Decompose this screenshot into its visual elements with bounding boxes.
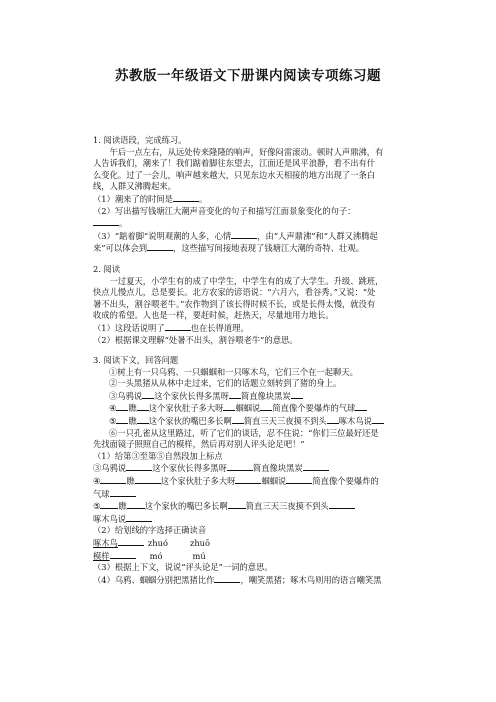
sub-question-text: （1）这段话说明了 — [93, 322, 165, 333]
answer-text: 瞧 — [118, 501, 127, 512]
sub-question: （2）根据课文理解“处暑不出头，割谷喂老牛”的意思。 — [93, 334, 298, 345]
question-1-heading: 1. 阅读语段，完成练习。 — [93, 135, 187, 145]
passage-line: 么变化。过了一会儿，响声越来越大，只见东边水天相接的地方出现了一条白 — [93, 169, 376, 180]
passage-line: 暑不出头，割谷喂老牛。”农作物到了该长得时候不长，或是长得太慢，就没有 — [93, 298, 376, 309]
passage-line: 先找面镜子照照自己的模样，然后再对别人评头论足吧！” — [93, 439, 305, 450]
answer-line — [93, 475, 415, 488]
answer-blank[interactable] — [235, 475, 261, 484]
sub-question-text: （1）潮来了的时间是 — [93, 193, 173, 204]
answer-text: ④ — [93, 476, 101, 487]
sub-question-text: 来”可以体会到 — [93, 243, 148, 254]
answer-text: 瞧 — [126, 476, 135, 487]
answer-blank[interactable] — [214, 574, 240, 583]
passage-line: 一过夏天，小学生有的成了中学生，中学生有的成了大学生。升级、跳班， — [109, 275, 384, 286]
sub-question: （2）写出描写钱塘江大潮声音变化的句子和描写江面景象变化的句子： — [93, 205, 356, 216]
answer-blank[interactable] — [100, 475, 126, 484]
question-3-heading: 3. 阅读下文，回答问题 — [93, 355, 179, 366]
sub-question-text: ，由“人声鼎沸”和“人群又沸腾起 — [257, 230, 378, 241]
passage-text: 瞧 — [128, 403, 137, 414]
passage-line: ②一头黑猪从从林中走过来，它们的话题立刻转到了猪的身上。 — [109, 378, 342, 389]
answer-text: 这个家伙的嘴巴多长啊 — [144, 501, 228, 512]
answer-blank[interactable] — [286, 475, 312, 484]
pinyin-option: mú — [192, 550, 206, 561]
word-text: 啄木鸟 — [93, 538, 118, 548]
question-2-heading: 2. 阅读 — [93, 263, 121, 274]
reading-choice — [93, 550, 415, 563]
worksheet-body — [93, 135, 415, 586]
answer-line — [93, 488, 415, 501]
answer-text: 气球 — [93, 488, 110, 499]
sub-question: （2）给划线的字选择正确读音 — [93, 525, 207, 536]
answer-blank[interactable] — [110, 550, 136, 559]
passage-text: 简直三天三夜摸不到头 — [243, 416, 327, 427]
passage-text: 蝈蝈说 — [235, 403, 261, 414]
answer-blank[interactable] — [116, 415, 128, 424]
answer-blank[interactable] — [100, 500, 118, 509]
sub-question-text: （4）乌鸦、蝈蝈分别把黑猪比作 — [93, 574, 215, 585]
answer-blank[interactable] — [116, 402, 128, 411]
passage-line: 人告诉我们，潮来了！我们踮着脚往东望去，江面还是风平浪静，看不出有什 — [93, 158, 376, 169]
sub-question: （3）根据上下文，说说“评头论足”一词的意思。 — [93, 562, 273, 573]
sub-question-text: ，这些描写间接地表现了钱塘江大潮的奇特、壮观。 — [173, 243, 364, 254]
passage-line: 线，人群又沸腾起来。 — [93, 181, 176, 192]
sub-question — [93, 322, 415, 335]
answer-text: 啄木鸟说 — [93, 513, 127, 524]
answer-line — [93, 462, 415, 475]
answer-text: 这个家伙肚子多大呀 — [160, 476, 236, 487]
passage-text: 这个家伙长得多黑呀 — [154, 390, 229, 401]
passage-text: 瞧 — [128, 416, 137, 427]
pinyin-option: mó — [149, 550, 163, 561]
reading-choice — [93, 537, 415, 550]
answer-text: 蝈蝈说 — [261, 476, 287, 487]
passage-line: ①树上有一只乌鸦、一只蝈蝈和一只啄木鸟，它们三个在一起聊天。 — [109, 366, 358, 377]
answer-text: ③乌鸦说 — [93, 463, 127, 474]
passage-line — [93, 402, 415, 415]
answer-blank[interactable] — [260, 402, 272, 411]
passage-line — [93, 390, 415, 403]
sub-question — [93, 193, 415, 206]
answer-text: 简直像个要爆炸的 — [312, 476, 379, 487]
sub-question: （1）给第③至第⑤自然段加上标点 — [93, 450, 223, 461]
sub-question — [93, 574, 415, 587]
sub-question — [93, 230, 415, 243]
punctuation: 。 — [119, 218, 128, 229]
answer-blank[interactable] — [137, 415, 149, 424]
answer-text: 这个家伙长得多黑呀 — [152, 463, 227, 474]
answer-blank[interactable] — [355, 402, 367, 411]
passage-text: 这个家伙的嘴巴多长啊 — [148, 416, 232, 427]
answer-line — [93, 513, 415, 526]
answer-text: 简直三天三夜摸不到头 — [245, 501, 329, 512]
passage-text: 简直像块黑炭 — [240, 390, 291, 401]
answer-blank[interactable] — [231, 230, 257, 239]
answer-blank[interactable] — [372, 415, 384, 424]
passage-line: ⑥一只孔雀从这里路过，听了它们的谈话，忍不住说：“你们三位最好还是 — [109, 427, 379, 438]
sub-question — [93, 242, 415, 255]
answer-line — [93, 500, 415, 513]
passage-line: 快点儿慢点儿，总是要长。北方农家的谚语说：“六月六，看谷秀。”又说：“处 — [93, 287, 376, 298]
passage-text: 这个家伙肚子多大呀 — [148, 403, 224, 414]
answer-blank[interactable] — [147, 242, 173, 251]
answer-blank[interactable] — [327, 415, 339, 424]
answer-blank[interactable] — [118, 537, 144, 546]
word-text: 模样 — [93, 550, 110, 561]
passage-text: 简直像个要爆炸的气球 — [272, 403, 356, 414]
answer-blank[interactable] — [126, 462, 152, 471]
answer-blank[interactable] — [232, 415, 244, 424]
pinyin-option: zhuō — [189, 538, 211, 548]
sub-question-text: （3）“踮着脚”说明观潮的人多，心情 — [93, 230, 232, 241]
answer-text: 简直像块黑炭 — [252, 463, 303, 474]
passage-line — [93, 415, 415, 428]
answer-blank[interactable] — [142, 390, 154, 399]
passage-text: ④ — [109, 403, 117, 414]
answer-blank[interactable] — [229, 390, 241, 399]
answer-text: ⑤ — [93, 501, 101, 512]
answer-blank[interactable] — [110, 488, 136, 497]
answer-blank[interactable] — [329, 500, 355, 509]
sub-question-text: ，嘲笑黑猪；啄木鸟则用的语言嘲笑黑 — [240, 574, 382, 585]
answer-blank[interactable] — [223, 402, 235, 411]
passage-line: 午后一点左右，从远处传来隆隆的响声，好像闷雷滚动。顿时人声鼎沸，有 — [109, 146, 384, 157]
answer-blank[interactable] — [227, 462, 253, 471]
answer-blank[interactable] — [126, 513, 152, 522]
answer-blank[interactable] — [93, 217, 119, 226]
answer-blank[interactable] — [127, 500, 145, 509]
answer-blank[interactable] — [137, 402, 149, 411]
answer-blank[interactable] — [303, 462, 329, 471]
answer-blank[interactable] — [228, 500, 246, 509]
passage-text: 啄木鸟说 — [338, 416, 372, 427]
passage-line: 收成的希望。人也是一样，要赶时候，赶热天，尽量地用力地长。 — [93, 310, 334, 321]
answer-blank[interactable] — [291, 390, 303, 399]
answer-blank[interactable] — [173, 193, 199, 202]
sub-question-text: 也在长得道理。 — [190, 322, 249, 333]
sub-question-answer — [93, 217, 415, 230]
page-title: 苏教版一年级语文下册课内阅读专项练习题 — [115, 68, 381, 84]
passage-text: ⑤ — [109, 416, 117, 427]
punctuation: 。 — [198, 193, 208, 204]
passage-text: ③乌鸦说 — [109, 390, 143, 401]
answer-blank[interactable] — [135, 475, 161, 484]
answer-blank[interactable] — [165, 322, 191, 331]
pinyin-option: zhuó — [147, 538, 168, 548]
